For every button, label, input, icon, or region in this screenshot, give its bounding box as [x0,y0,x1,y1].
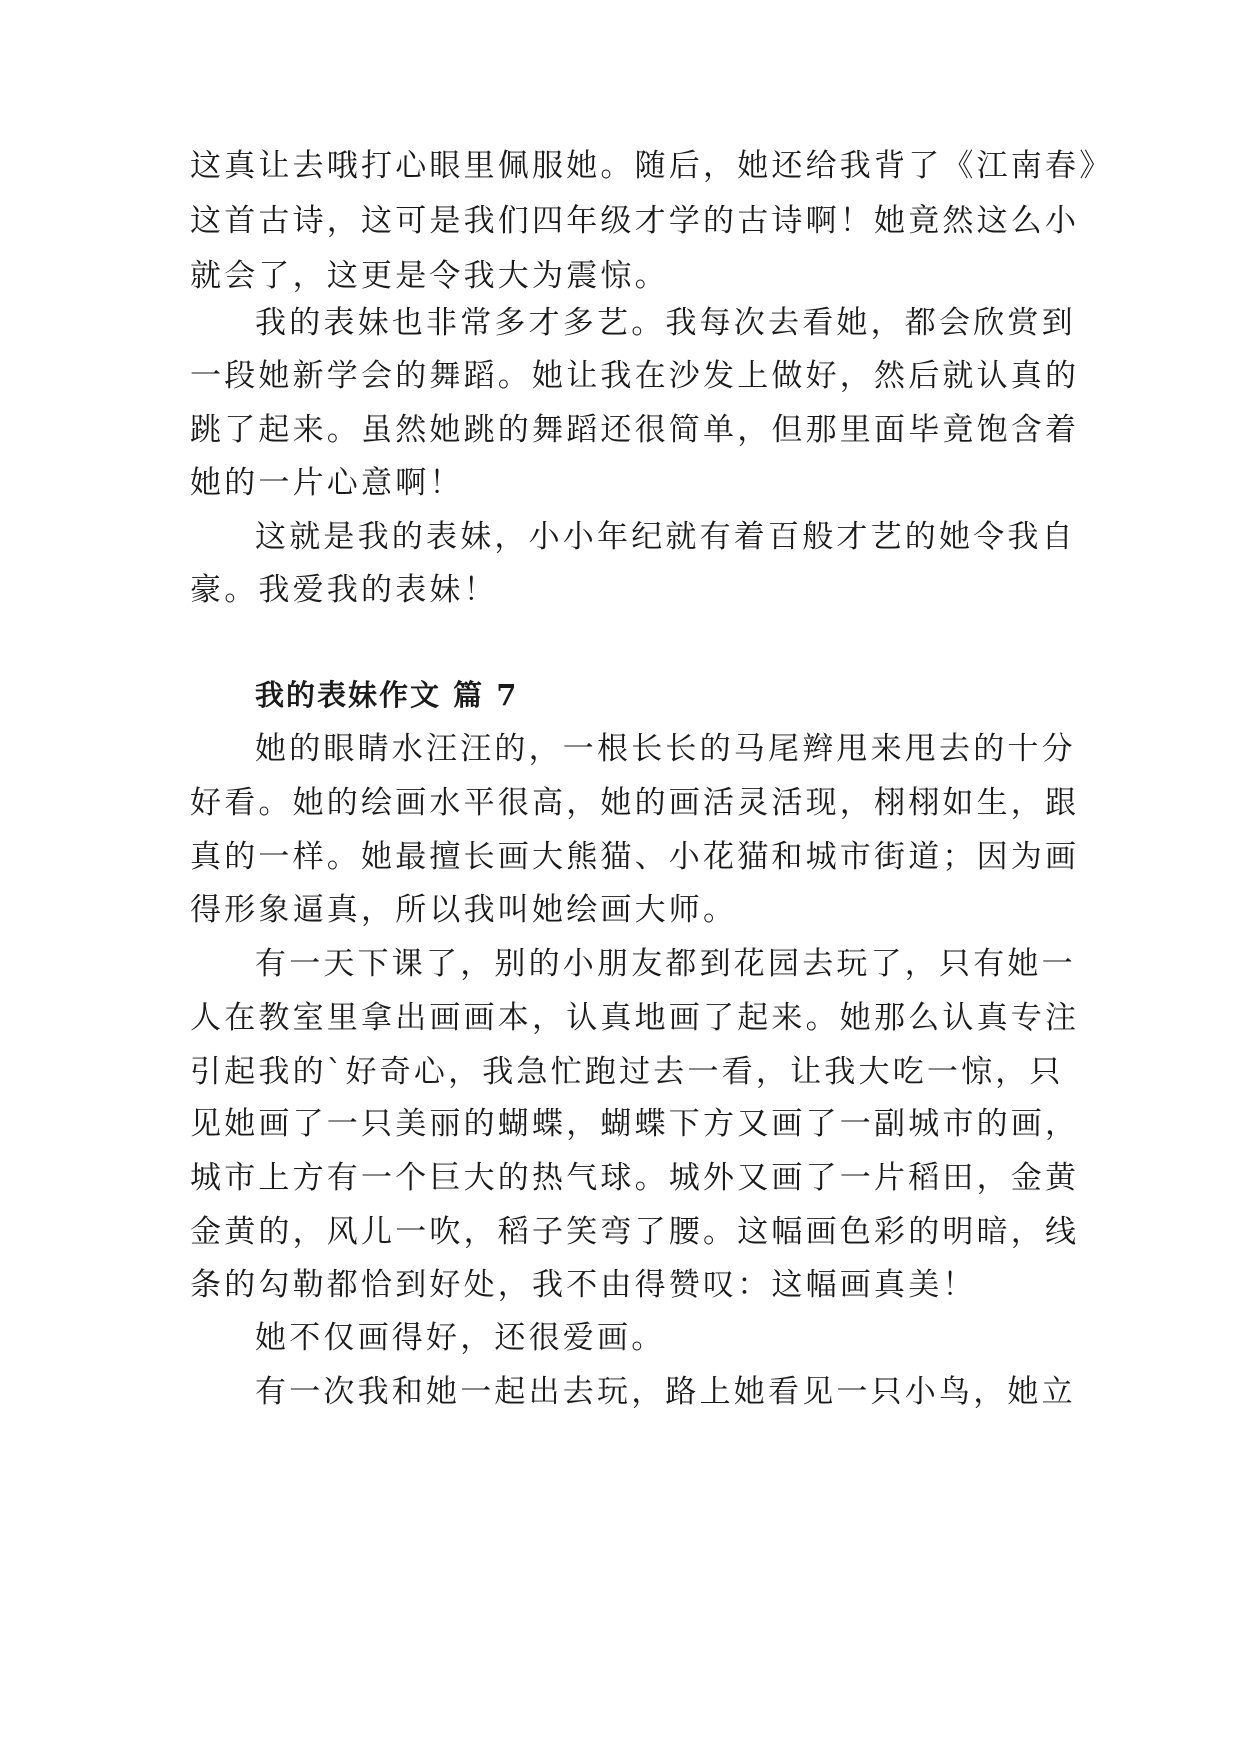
paragraph-line: 有一次我和她一起出去玩，路上她看见一只小鸟，她立 [255,1374,1076,1410]
section-heading: 我的表妹作文 篇 7 [255,678,519,712]
paragraph-line: 她不仅画得好，还很爱画。 [255,1320,666,1356]
paragraph-line: 一段她新学会的舞蹈。她让我在沙发上做好，然后就认真的 [190,358,1080,394]
paragraph-line: 见她画了一只美丽的蝴蝶，蝴蝶下方又画了一副城市的画， [190,1106,1080,1142]
paragraph-line: 引起我的`好奇心，我急忙跑过去一看，让我大吃一惊，只 [190,1054,1064,1090]
paragraph-line: 好看。她的绘画水平很高，她的画活灵活现，栩栩如生，跟 [190,785,1080,821]
paragraph-line: 真的一样。她最擅长画大熊猫、小花猫和城市街道；因为画 [190,839,1080,875]
paragraph-line: 这真让去哦打心眼里佩服她。随后，她还给我背了《江南春》 [190,148,1114,184]
paragraph-line: 城市上方有一个巨大的热气球。城外又画了一片稻田，金黄 [190,1160,1080,1196]
paragraph-line: 跳了起来。虽然她跳的舞蹈还很简单，但那里面毕竟饱含着 [190,412,1080,448]
paragraph-line: 人在教室里拿出画画本，认真地画了起来。她那么认真专注 [190,1000,1080,1036]
paragraph-line: 这首古诗，这可是我们四年级才学的古诗啊！她竟然这么小 [190,203,1080,239]
paragraph-line: 她的一片心意啊！ [190,465,464,501]
paragraph-line: 金黄的，风儿一吹，稻子笑弯了腰。这幅画色彩的明暗，线 [190,1214,1080,1250]
paragraph-line: 得形象逼真，所以我叫她绘画大师。 [190,892,738,928]
paragraph-line: 她的眼睛水汪汪的，一根长长的马尾辫甩来甩去的十分 [255,731,1076,767]
paragraph-line: 条的勾勒都恰到好处，我不由得赞叹：这幅画真美！ [190,1267,977,1303]
paragraph-line: 有一天下课了，别的小朋友都到花园去玩了，只有她一 [255,946,1076,982]
paragraph-line: 我的表妹也非常多才多艺。我每次去看她，都会欣赏到 [255,305,1076,341]
paragraph-line: 豪。我爱我的表妹！ [190,572,498,608]
paragraph-line: 这就是我的表妹，小小年纪就有着百般才艺的她令我自 [255,519,1076,555]
paragraph-line: 就会了，这更是令我大为震惊。 [190,258,669,294]
